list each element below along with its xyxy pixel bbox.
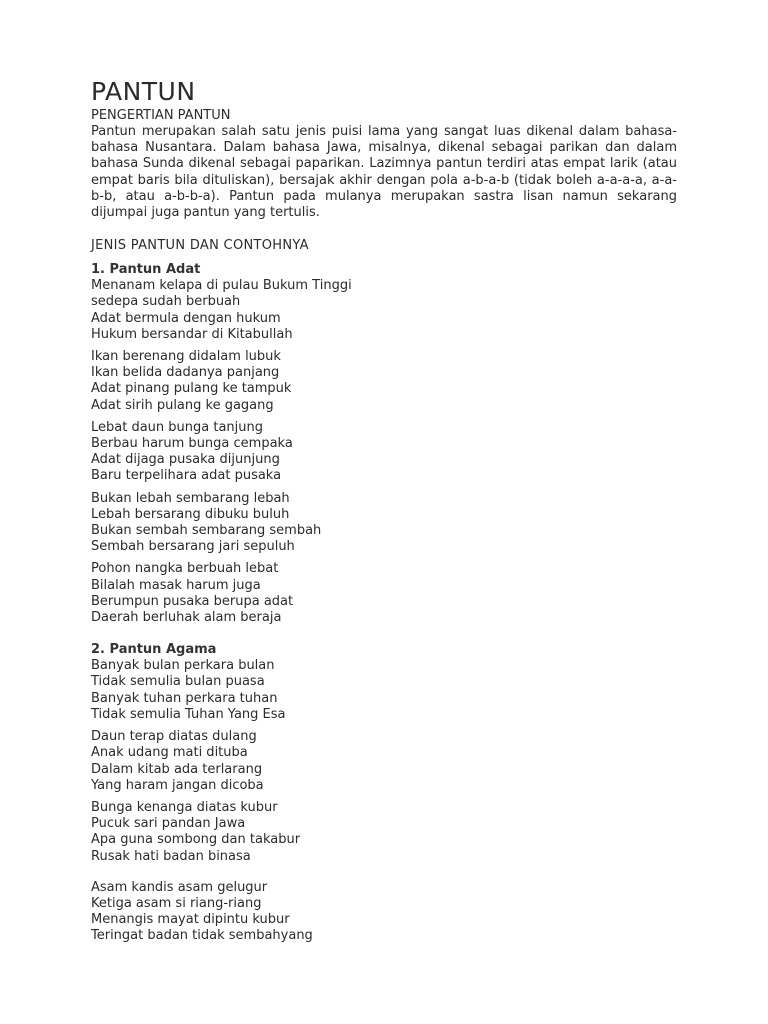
stanza-line: Baru terpelihara adat pusaka — [91, 468, 282, 484]
subsection-heading-pantun-agama: 2. Pantun Agama — [91, 642, 217, 658]
stanza-line: Adat bermula dengan hukum — [91, 310, 281, 326]
stanza-line: Pohon nangka berbuah lebat — [91, 561, 279, 577]
stanza — [91, 420, 677, 485]
stanza-line: Apa guna sombong dan takabur — [91, 832, 301, 848]
stanza — [91, 278, 677, 343]
stanza-line: Lebah bersarang dibuku buluh — [91, 506, 290, 522]
section-heading: JENIS PANTUN DAN CONTOHNYA — [91, 238, 309, 254]
stanza-line: Asam kandis asam gelugur — [91, 879, 268, 895]
subsection-heading-pantun-adat: 1. Pantun Adat — [91, 262, 201, 278]
stanza-line: Teringat badan tidak sembahyang — [91, 928, 313, 944]
stanza-line: Dalam kitab ada terlarang — [91, 761, 263, 777]
stanza — [91, 349, 677, 414]
stanza-line: Hukum bersandar di Kitabullah — [91, 326, 293, 342]
stanza — [91, 729, 677, 794]
stanza-line: Tidak semulia bulan puasa — [91, 674, 265, 690]
stanza-line: Pucuk sari pandan Jawa — [91, 816, 246, 832]
stanza-line: Banyak bulan perkara bulan — [91, 658, 275, 674]
stanza-line: Adat sirih pulang ke gagang — [91, 397, 274, 413]
stanza-line: Berumpun pusaka berupa adat — [91, 593, 294, 609]
intro-paragraph: Pantun merupakan salah satu jenis puisi lama yang sangat luas dikenal dalam bahasa-bahasa Nusantara. Dalam bahasa Jawa, misalnya, dikenal sebagai parikan dan dalam bahasa Sunda dikenal sebagai paparikan. Lazimnya pantun terdiri atas empat larik (atau empat baris bila dituliskan), bersajak akhir dengan pola a-b-a-b (tidak boleh a-a-a-a, a-a-b-b, atau a-b-b-a). Pantun pada mulanya merupakan sastra lisan namun sekarang dijumpai juga pantun yang tertulis. — [91, 124, 677, 221]
stanza-line: Berbau harum bunga cempaka — [91, 436, 293, 452]
stanza-line: Anak udang mati dituba — [91, 745, 248, 761]
stanza — [91, 800, 677, 865]
stanza-line: Banyak tuhan perkara tuhan — [91, 690, 278, 706]
stanza-line: Adat dijaga pusaka dijunjung — [91, 452, 280, 468]
stanza-line: Daun terap diatas dulang — [91, 729, 257, 745]
stanza-line: Adat pinang pulang ke tampuk — [91, 381, 292, 397]
stanza — [91, 491, 677, 556]
stanza-line: Bukan lebah sembarang lebah — [91, 490, 290, 506]
stanza-line: Ikan belida dadanya panjang — [91, 365, 280, 381]
stanza — [91, 880, 677, 945]
stanza — [91, 561, 677, 626]
stanza-line: Tidak semulia Tuhan Yang Esa — [91, 706, 286, 722]
document-subtitle: PENGERTIAN PANTUN — [91, 108, 231, 123]
stanza-line: Menangis mayat dipintu kubur — [91, 912, 290, 928]
stanza-line: Menanam kelapa di pulau Bukum Tinggi — [91, 278, 352, 294]
stanza-line: Bunga kenanga diatas kubur — [91, 799, 278, 815]
document-page — [91, 76, 677, 945]
stanza-line: Bukan sembah sembarang sembah — [91, 523, 322, 539]
stanza — [91, 658, 677, 723]
stanza-line: Bilalah masak harum juga — [91, 577, 261, 593]
stanza-line: Sembah bersarang jari sepuluh — [91, 539, 295, 555]
stanza-line: Ketiga asam si riang-riang — [91, 895, 262, 911]
stanza-line: Daerah berluhak alam beraja — [91, 610, 282, 626]
document-title: PANTUN — [91, 77, 196, 106]
stanza-line: sedepa sudah berbuah — [91, 294, 241, 310]
stanza-line: Yang haram jangan dicoba — [91, 777, 264, 793]
stanza-line: Rusak hati badan binasa — [91, 848, 251, 864]
stanza-line: Lebat daun bunga tanjung — [91, 419, 264, 435]
stanza-line: Ikan berenang didalam lubuk — [91, 349, 281, 365]
